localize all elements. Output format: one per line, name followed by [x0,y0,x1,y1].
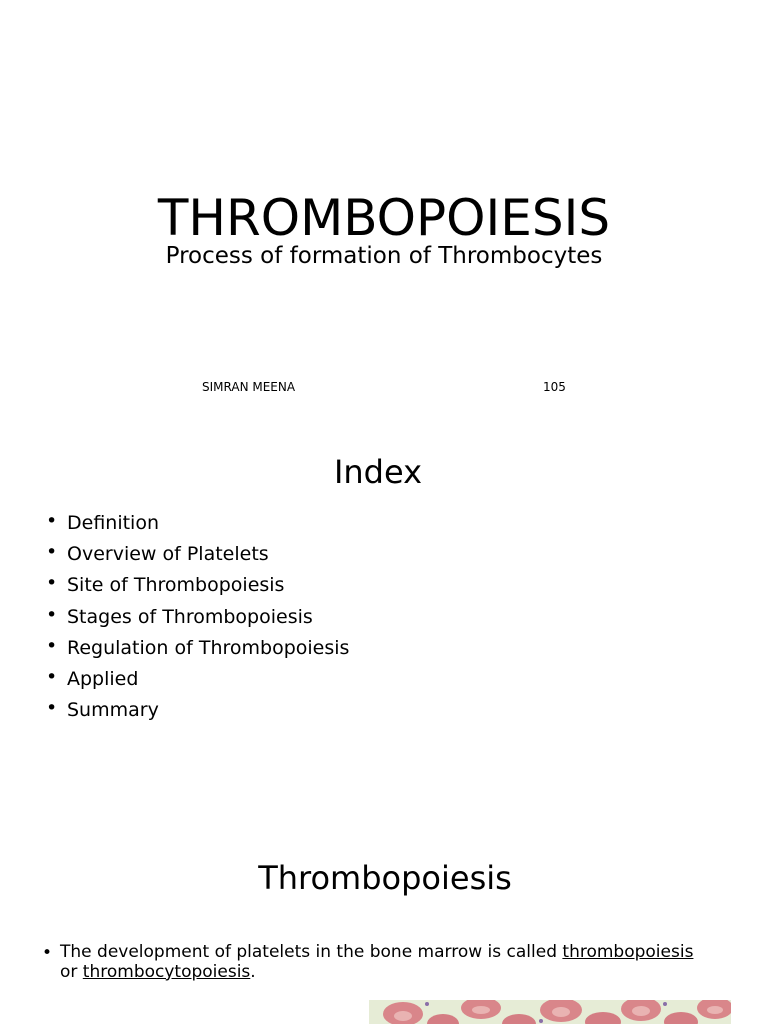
index-item-label: Applied [67,667,139,690]
roll-number: 105 [543,380,566,394]
definition-paragraph [42,943,732,982]
index-item [46,571,349,602]
bullet-icon: • [42,943,53,963]
index-item [46,509,349,540]
index-item-label: Stages of Thrombopoiesis [67,605,313,628]
presentation-subtitle: Process of formation of Thrombocytes [165,243,603,269]
index-item-label: Regulation of Thrombopoiesis [67,636,350,659]
index-item-label: Site of Thrombopoiesis [67,574,285,597]
definition-text-end: . [250,961,256,982]
index-item [46,634,349,665]
index-item [46,603,349,634]
bullet-icon: • [46,572,58,595]
bullet-icon: • [46,665,58,688]
bullet-icon: • [46,510,58,532]
index-slide [0,430,768,830]
presentation-title: THROMBOPOIESIS [157,189,611,247]
index-item [46,696,349,727]
definition-text-or: or [60,961,83,982]
index-item [46,540,349,571]
bullet-icon: • [46,634,58,657]
index-title: Index [333,453,423,491]
bullet-icon: • [46,603,58,626]
section-title: Thrombopoiesis [258,859,512,897]
definition-text-start: The development of platelets in the bone marrow is called [60,942,563,962]
index-item [46,665,349,696]
index-item-label: Definition [67,512,160,534]
index-list [46,509,349,727]
thrombopoiesis-link[interactable]: thrombopoiesis [562,942,694,962]
blood-smear-image [369,1000,731,1024]
bullet-icon: • [46,697,58,720]
definition-text [60,943,732,982]
index-item-label: Summary [67,699,159,722]
title-slide [0,0,768,430]
bullet-icon: • [46,541,58,564]
blood-smear-graphic [369,1000,731,1024]
index-item-label: Overview of Platelets [67,543,269,566]
definition-slide [0,830,768,1024]
thrombocytopoiesis-link[interactable]: thrombocytopoiesis [82,961,251,982]
author-name: SIMRAN MEENA [202,380,296,394]
